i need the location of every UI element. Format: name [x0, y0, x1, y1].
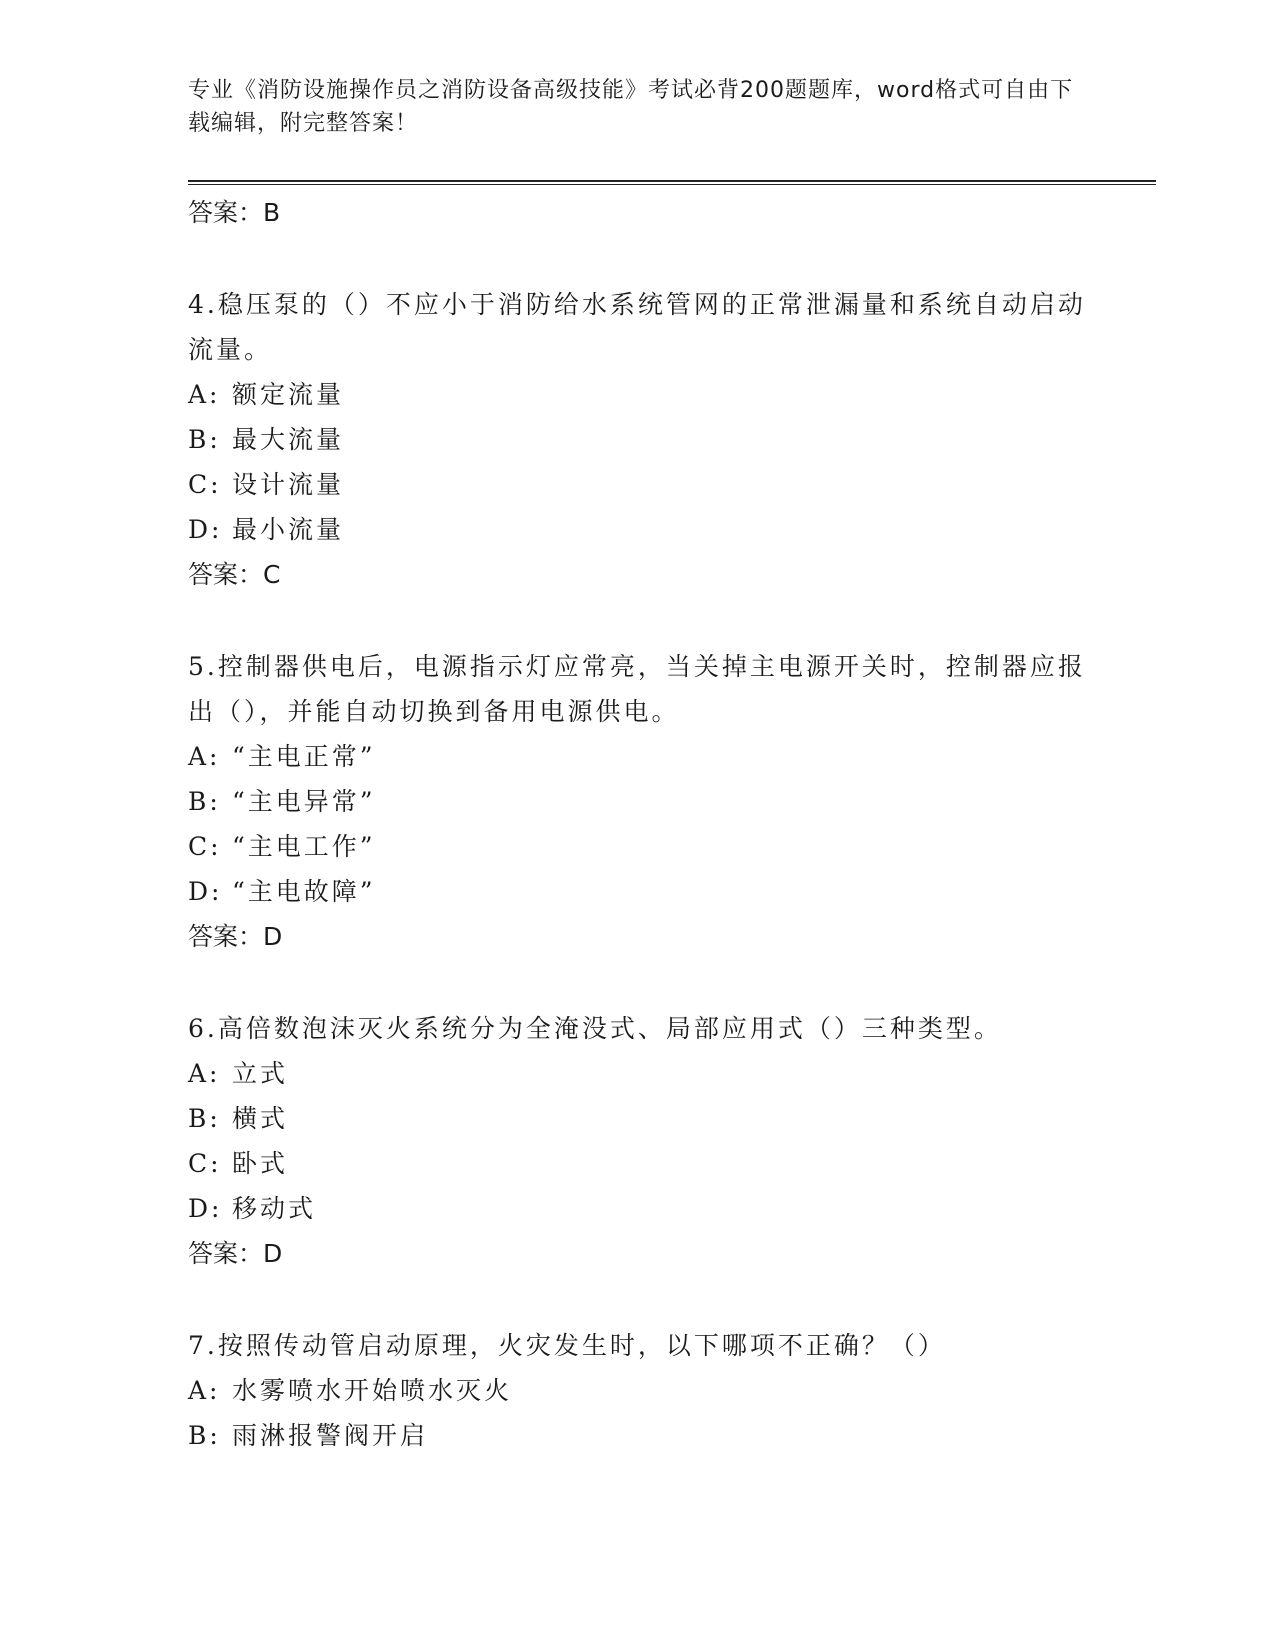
- answer-line: 答案：D: [188, 922, 283, 951]
- option-text: “主电工作”: [232, 832, 376, 861]
- question-stem: 6.高倍数泡沫灭火系统分为全淹没式、局部应用式（）三种类型。: [188, 1014, 1002, 1043]
- option-text: 移动式: [232, 1194, 317, 1223]
- answer-line: 答案：C: [188, 560, 281, 589]
- option-key: B:: [188, 1421, 221, 1450]
- option-a: [188, 1368, 1088, 1413]
- option-text: 立式: [232, 1059, 289, 1088]
- option-key: A:: [188, 742, 221, 771]
- document-body: [188, 190, 1088, 1505]
- option-text: “主电正常”: [232, 742, 376, 771]
- option-b: [188, 1096, 1088, 1141]
- option-d: [188, 1186, 1088, 1231]
- option-a: [188, 372, 1088, 417]
- option-d: [188, 507, 1088, 552]
- option-c: [188, 824, 1088, 869]
- option-key: D:: [188, 877, 223, 906]
- option-c: [188, 1141, 1088, 1186]
- option-text: 设计流量: [232, 470, 345, 499]
- option-key: D:: [188, 515, 223, 544]
- option-a: [188, 1051, 1088, 1096]
- option-key: B:: [188, 1104, 221, 1133]
- option-a: [188, 734, 1088, 779]
- question-7: [188, 1323, 1088, 1458]
- option-key: C:: [188, 832, 222, 861]
- option-key: B:: [188, 425, 221, 454]
- question-stem: 4.稳压泵的（）不应小于消防给水系统管网的正常泄漏量和系统自动启动流量。: [188, 290, 1086, 364]
- option-text: “主电异常”: [232, 787, 376, 816]
- option-b: [188, 417, 1088, 462]
- option-key: A:: [188, 1059, 221, 1088]
- option-key: D:: [188, 1194, 223, 1223]
- option-text: 横式: [232, 1104, 289, 1133]
- option-text: 最大流量: [232, 425, 345, 454]
- option-text: 水雾喷水开始喷水灭火: [232, 1376, 513, 1405]
- question-stem: 5.控制器供电后，电源指示灯应常亮，当关掉主电源开关时，控制器应报出（），并能自动切换到备用电源供电。: [188, 652, 1086, 726]
- option-text: 卧式: [232, 1149, 289, 1178]
- question-6: [188, 1006, 1088, 1276]
- option-key: B:: [188, 787, 221, 816]
- header-rule: [188, 180, 1156, 185]
- option-key: C:: [188, 470, 222, 499]
- option-b: [188, 1413, 1088, 1458]
- answer-q3: 答案：B: [188, 198, 281, 227]
- option-text: “主电故障”: [232, 877, 376, 906]
- document-intro: 专业《消防设施操作员之消防设备高级技能》考试必背200题题库，word格式可自由下载编辑，附完整答案！: [188, 78, 1074, 136]
- option-c: [188, 462, 1088, 507]
- option-key: A:: [188, 1376, 221, 1405]
- answer-line: 答案：D: [188, 1239, 283, 1268]
- option-text: 雨淋报警阀开启: [232, 1421, 429, 1450]
- question-4: [188, 282, 1088, 597]
- question-stem: 7.按照传动管启动原理，火灾发生时，以下哪项不正确？（）: [188, 1331, 946, 1360]
- option-d: [188, 869, 1088, 914]
- question-5: [188, 644, 1088, 959]
- option-key: A:: [188, 380, 221, 409]
- option-key: C:: [188, 1149, 222, 1178]
- option-text: 最小流量: [232, 515, 345, 544]
- option-text: 额定流量: [232, 380, 345, 409]
- option-b: [188, 779, 1088, 824]
